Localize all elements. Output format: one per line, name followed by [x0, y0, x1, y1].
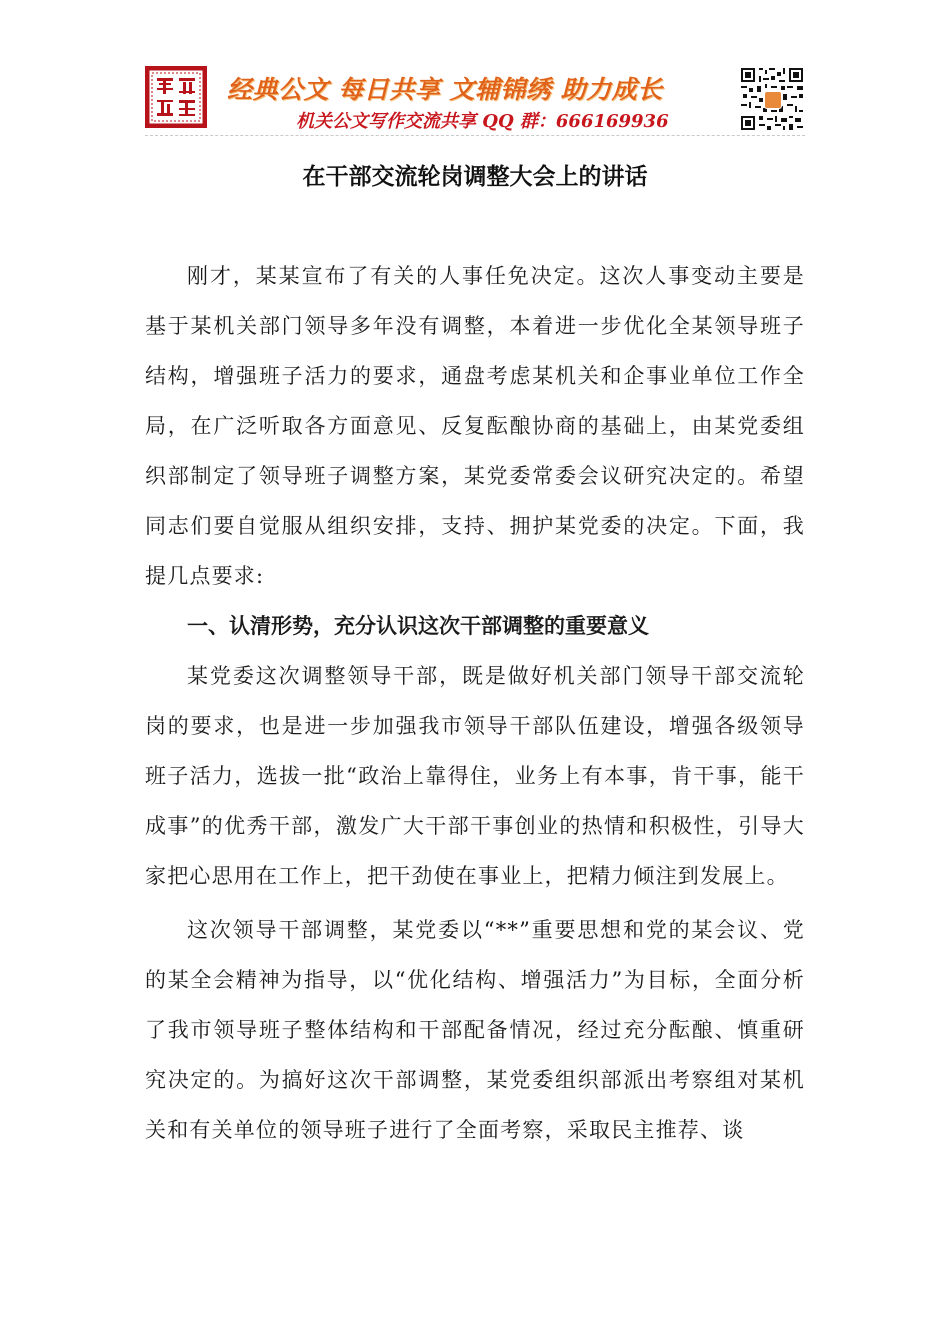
- paragraph: 刚才，某某宣布了有关的人事任免决定。这次人事变动主要是基于某机关部门领导多年没有调整，本着进一步优化全某领导班子结构，增强班子活力的要求，通盘考虑某机关和企事业单位工作全局，在广泛听取各方面意见、反复酝酿协商的基础上，由某党委组织部制定了领导班子调整方案，某党委常委会议研究决定的。希望同志们要自觉服从组织安排，支持、拥护某党委的决定。下面，我提几点要求:: [145, 264, 805, 588]
- header-slogan: 经典公文 每日共享 文辅锦绣 助力成长: [227, 75, 663, 104]
- document-title: 在干部交流轮岗调整大会上的讲话: [302, 164, 648, 190]
- header-contact: 机关公文写作交流共享 QQ 群：666169936: [296, 111, 669, 132]
- seal-logo: [145, 66, 207, 128]
- paragraph: 某党委这次调整领导干部，既是做好机关部门领导干部交流轮岗的要求，也是进一步加强我市领导干部队伍建设，增强各级领导班子活力，选拔一批“政治上靠得住，业务上有本事，肯干事，能干成事”的优秀干部，激发广大干部干事创业的热情和积极性，引导大家把心思用在工作上，把干劲使在事业上，把精力倾注到发展上。: [145, 664, 805, 888]
- qr-code: [739, 66, 805, 132]
- seal-logo-icon: [147, 68, 205, 126]
- page-header: [0, 0, 950, 140]
- section-heading: 一、认清形势，充分认识这次干部调整的重要意义: [187, 614, 649, 638]
- qr-avatar-icon: [764, 91, 782, 109]
- paragraph: 这次领导干部调整，某党委以“**”重要思想和党的某会议、党的某全会精神为指导，以“优化结构、增强活力”为目标，全面分析了我市领导班子整体结构和干部配备情况，经过充分酝酿、慎重研究决定的。为搞好这次干部调整，某党委组织部派出考察组对某机关和有关单位的领导班子进行了全面考察，采取民主推荐、谈: [145, 918, 805, 1142]
- header-divider: [145, 135, 805, 136]
- document-body: [145, 251, 805, 1155]
